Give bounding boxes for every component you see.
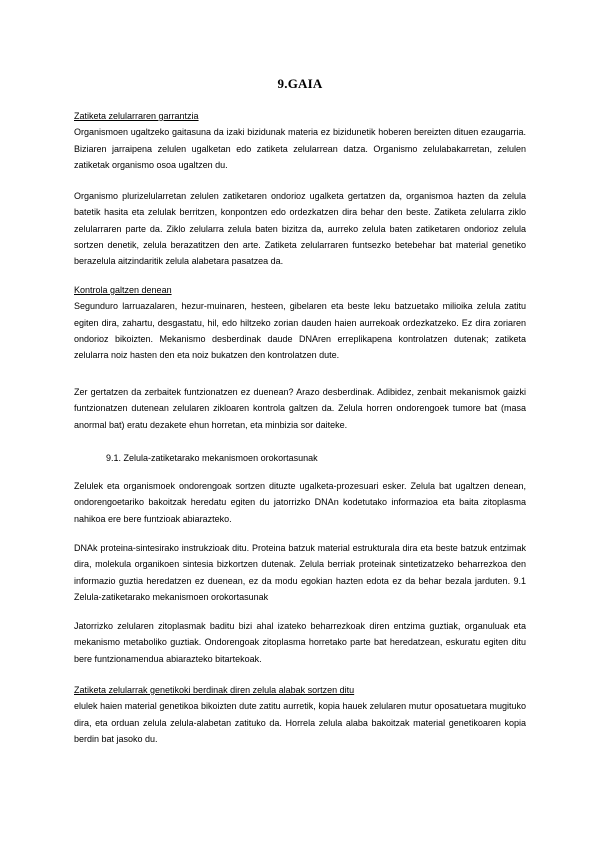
section-heading-mechanisms: 9.1. Zelula-zatiketarako mekanismoen orokortasunak [106, 453, 318, 463]
paragraph-control-1: Segunduro larruazalaren, hezur-muinaren, hesteen, gibelaren eta beste leku batzuetako milioika zelula zatitu egiten dira, zahartu, desgastatu, hil, edo hiltzeko zorian dauden haien aurrekoak ordezkatzeko. Ez dira zoriaren ondorioz bikoizten. Mekanismo desberdinak daude DNAren erreplikapena kontrolatzen dutenak; zatiketa zelularra noiz hasten den eta noiz bukatzen den kontrolatzen dute. [74, 301, 526, 361]
paragraph-mechanisms-2: DNAk proteina-sintesirako instrukzioak ditu. Proteina batzuk material estrukturala dira eta beste batzuk entzimak dira, molekula organikoen sintesia bizkortzen dutenak. Zelula berriak proteinak sintetizatzeko beharrezkoa den informazio guztia heredatzen ez duenean, ez da modu egokian hazten edota ez da behar bezala jarduten. 9.1 Zelula-zatiketarako mekanismoen orokortasunak [74, 543, 526, 602]
section-heading-control: Kontrola galtzen denean [74, 285, 172, 295]
page-title: 9.GAIA [277, 76, 323, 91]
section-control-cont [74, 384, 526, 433]
section-importance [74, 108, 526, 173]
section-mechanisms-p3 [74, 618, 526, 667]
section-mechanisms-p1 [74, 478, 526, 527]
paragraph-control-2: Zer gertatzen da zerbaitek funtzionatzen ez duenean? Arazo desberdinak. Adibidez, zenbait mekanismok gaizki funtzionatzen dutenean zelularen zikloaren kontrola galtzen da. Zelula horren ondorengoek tumore bat (masa anormal bat) eratu dezakete ehun horretan, eta minbizia sor daiteke. [74, 387, 526, 430]
section-heading-daughter-cells: Zatiketa zelularrak genetikoki berdinak diren zelula alabak sortzen ditu [74, 685, 355, 695]
paragraph-mechanisms-3: Jatorrizko zelularen zitoplasmak baditu bizi ahal izateko beharrezkoak diren entzima guztiak, organuluak eta mekanismo metaboliko guztiak. Ondorengoak zitoplasma horretako parte bat heredatzean, eskuratu egiten ditu bere funtzionamendua abiarazteko bitartekoak. [74, 621, 526, 664]
section-mechanisms [74, 450, 526, 466]
section-daughter-cells [74, 682, 526, 747]
paragraph-importance-2: Organismo plurizelularretan zelulen zatiketaren ondorioz ugalketa gertatzen da, organismoa hazten da zelula batetik hasita eta zelulak berritzen, konpontzen edo ordezkatzen dira behar den beste. Zatiketa zelularra ziklo zelularraren parte da. Ziklo zelularra zelula baten bizitza da, aurreko zelula baten zatiketaren ondorioz zelula sortzen denetik, zelula berazatitzen den arte. Zatiketa zelularraren funtsezko betebehar bat material genetiko berazelula aitzindaritik zelula alabetara pasatzea da. [74, 191, 526, 267]
section-importance-cont [74, 188, 526, 269]
section-control [74, 282, 526, 363]
section-heading-importance: Zatiketa zelularraren garrantzia [74, 111, 199, 121]
paragraph-mechanisms-1: Zelulek eta organismoek ondorengoak sortzen dituzte ugalketa-prozesuari esker. Zelula bat ugaltzen denean, ondorengoetariko bakoitzak heredatu egiten du jatorrizko DNAn kodetutako informazioa eta baita zitoplasma nahikoa ere bere funtzioak abiarazteko. [74, 481, 526, 524]
paragraph-daughter-cells-1: elulek haien material genetikoa bikoizten dute zatitu aurretik, kopia hauek zelularen mutur oposatuetara mugituko dira, eta orduan zelula zelula-alabetan zatituko da. Horrela zelula alaba bakoitzak material genetikoaren kopia berdin bat jasoko du. [74, 701, 526, 744]
paragraph-importance-1: Organismoen ugaltzeko gaitasuna da izaki bizidunak materia ez bizidunetik hoberen bereizten dituen ezaugarria. Biziaren jarraipena zelulen ugalketan edo zatiketa zelularrean datza. Organismo zelulabakarretan, zelulen zatiketak organismo osoa ugaltzen du. [74, 127, 526, 170]
section-mechanisms-p2 [74, 540, 526, 605]
